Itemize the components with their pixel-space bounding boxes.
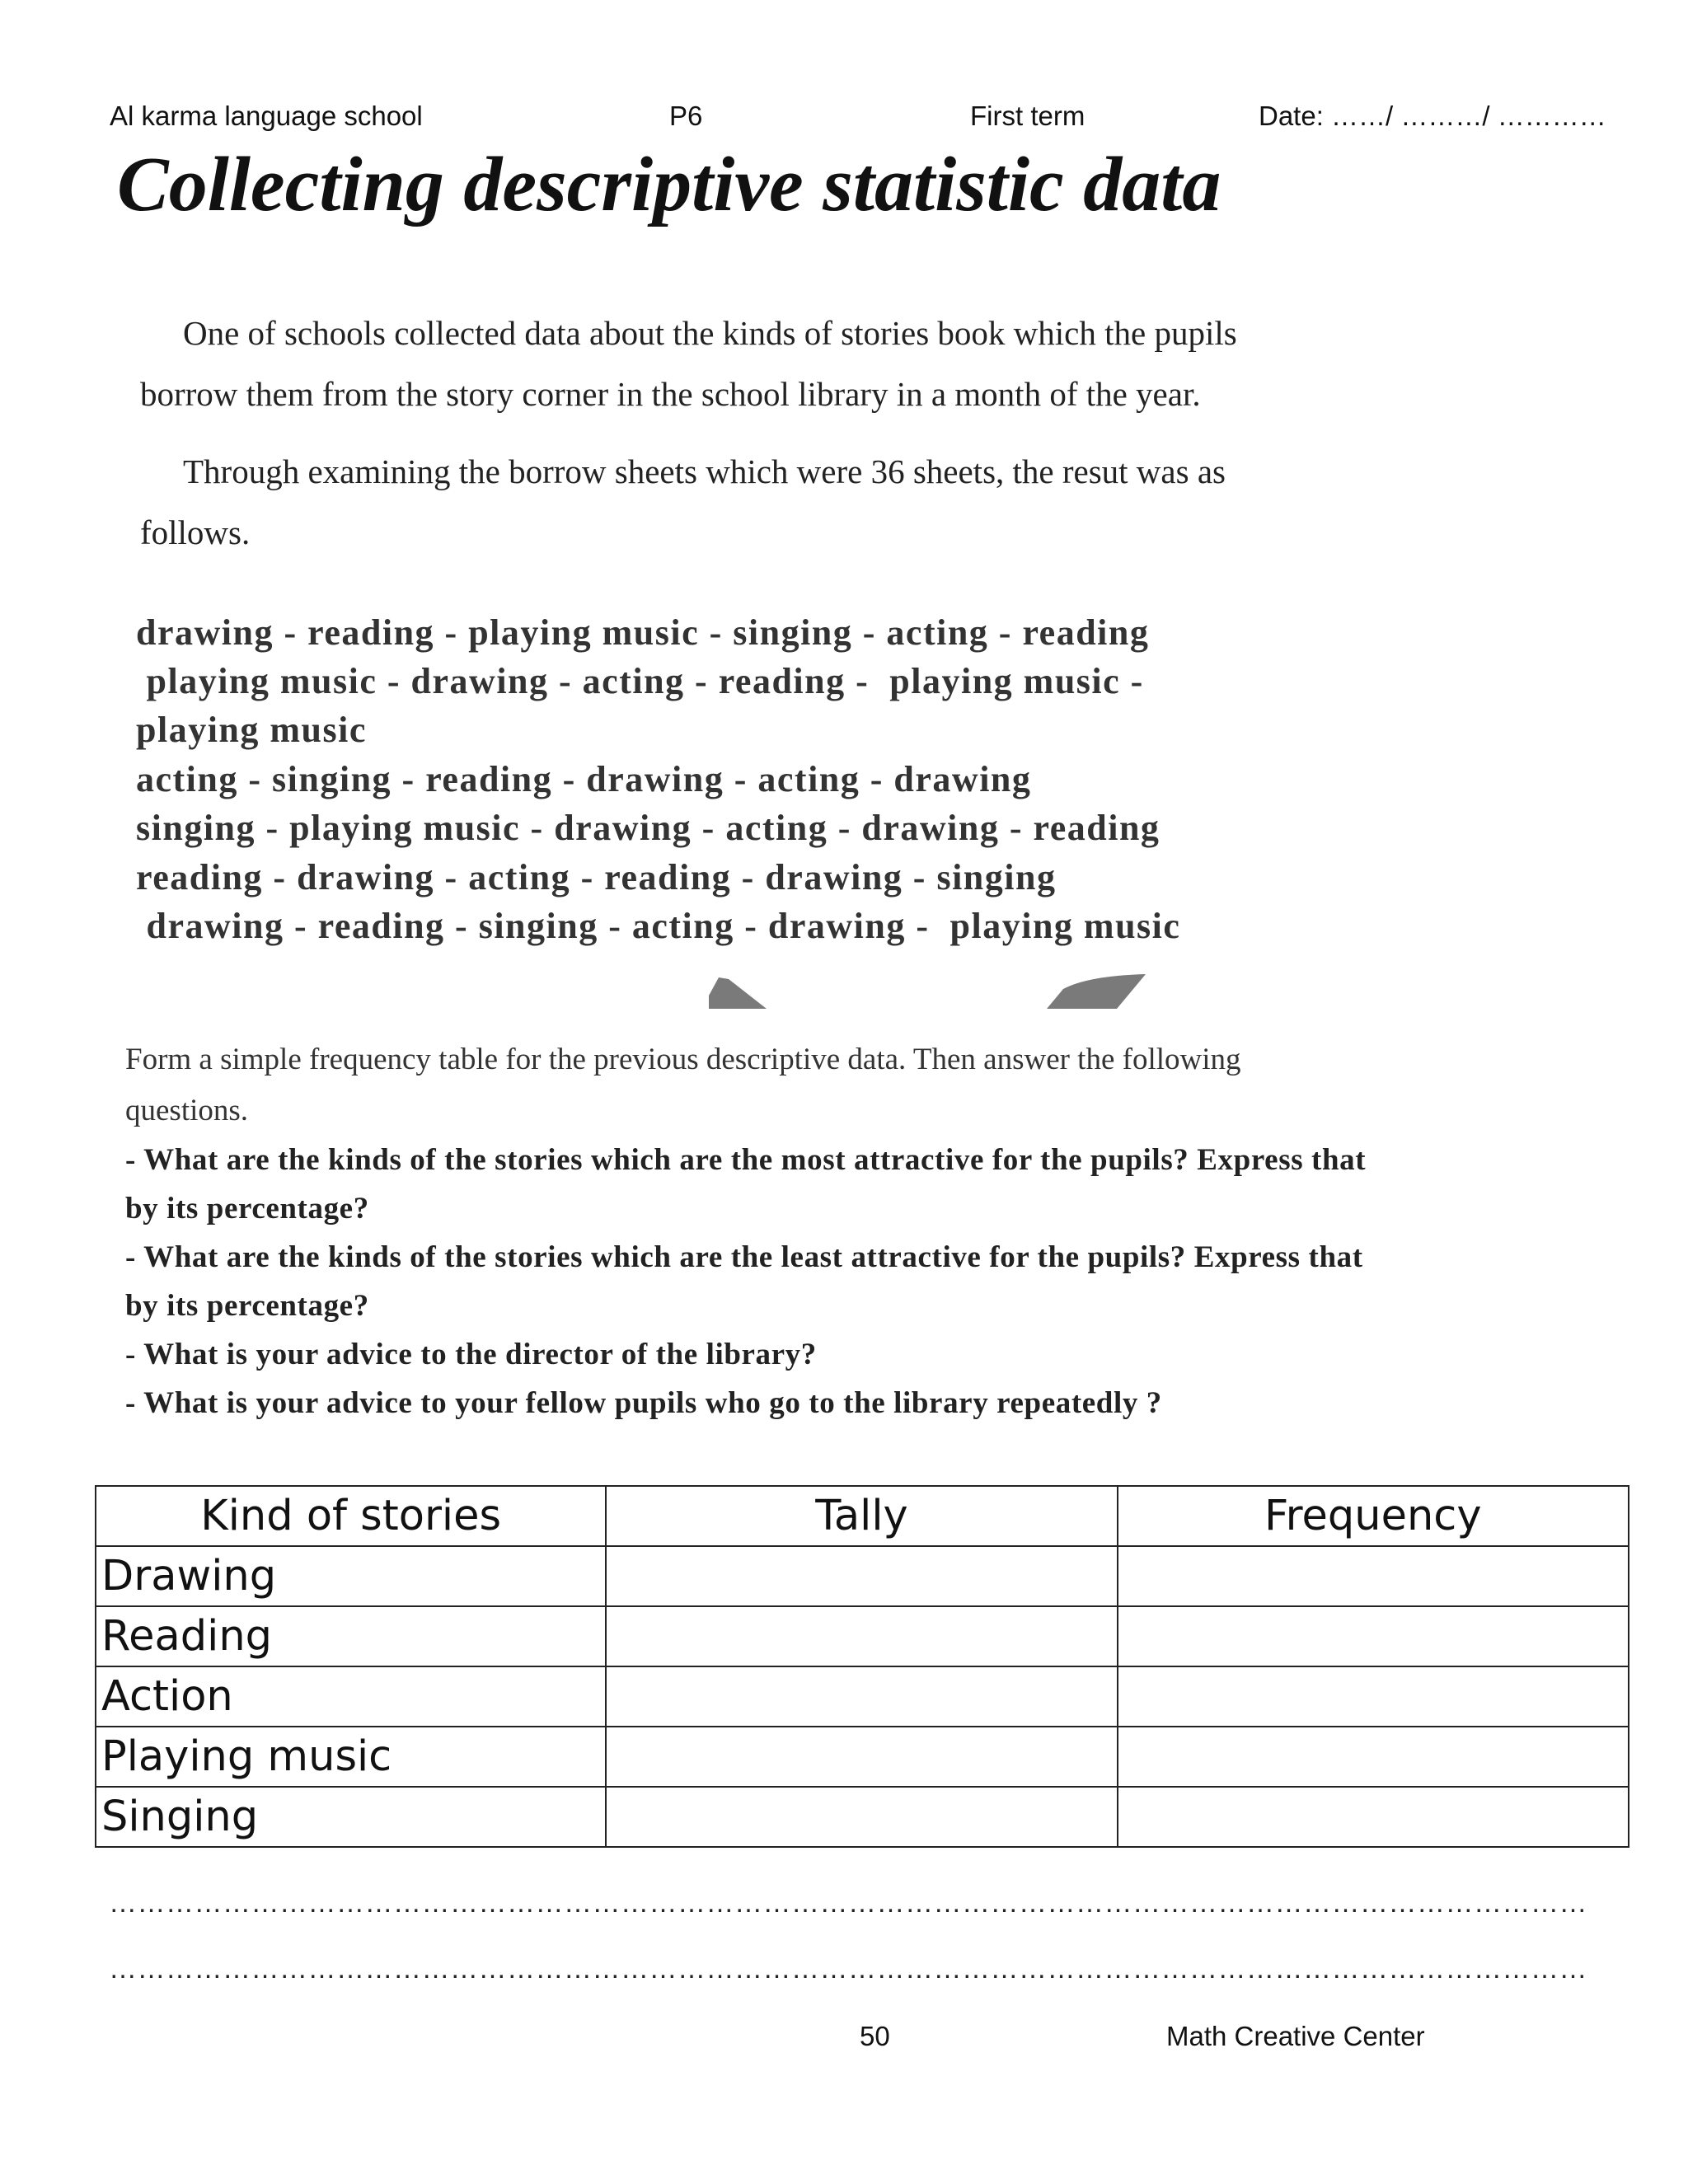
- school-name: Al karma language school: [110, 101, 423, 131]
- header-frequency: Frequency: [1118, 1486, 1629, 1546]
- frequency-cell[interactable]: [1118, 1666, 1629, 1727]
- frequency-cell[interactable]: [1118, 1727, 1629, 1787]
- frequency-cell[interactable]: [1118, 1606, 1629, 1666]
- decorative-shapes: [701, 971, 1154, 1012]
- table-header-row: [96, 1486, 1629, 1546]
- right-swoosh-shape: [1047, 974, 1146, 1009]
- question-1-cont: by its percentage?: [125, 1192, 369, 1226]
- frequency-cell[interactable]: [1118, 1546, 1629, 1606]
- date-field: Date: ……/ ………/ …………: [1259, 101, 1606, 131]
- row-label-singing: Singing: [96, 1787, 606, 1847]
- header-tally: Tally: [606, 1486, 1117, 1546]
- instruction-line-2: questions.: [125, 1094, 249, 1127]
- row-label-action: Action: [96, 1666, 606, 1727]
- table-row: [96, 1666, 1629, 1727]
- row-label-drawing: Drawing: [96, 1546, 606, 1606]
- data-line: reading - drawing - acting - reading - drawing - singing: [136, 857, 1057, 898]
- data-line: playing music - drawing - acting - reading - playing music -: [136, 661, 1144, 701]
- tally-cell[interactable]: [606, 1787, 1117, 1847]
- question-4: - What is your advice to your fellow pupils who go to the library repeatedly ?: [125, 1386, 1162, 1420]
- tally-cell[interactable]: [606, 1546, 1117, 1606]
- data-line: playing music: [136, 710, 367, 750]
- row-label-playing-music: Playing music: [96, 1727, 606, 1787]
- data-line: drawing - reading - singing - acting - drawing - playing music: [136, 906, 1181, 946]
- tally-cell[interactable]: [606, 1666, 1117, 1727]
- table-row: [96, 1546, 1629, 1606]
- answer-line-2[interactable]: …………………………………………………………………………………………………………………………………………: [109, 1953, 1587, 1985]
- tally-cell[interactable]: [606, 1727, 1117, 1787]
- intro-line-2: borrow them from the story corner in the school library in a month of the year.: [140, 375, 1201, 413]
- question-1: - What are the kinds of the stories which are the most attractive for the pupils? Express that: [125, 1143, 1367, 1177]
- intro-line-3: Through examining the borrow sheets which were 36 sheets, the resut was as: [183, 452, 1226, 490]
- intro-line-1: One of schools collected data about the kinds of stories book which the pupils: [183, 314, 1237, 352]
- data-line: singing - playing music - drawing - acting - drawing - reading: [136, 808, 1160, 848]
- tally-cell[interactable]: [606, 1606, 1117, 1666]
- data-line: drawing - reading - playing music - singing - acting - reading: [136, 612, 1150, 653]
- page-number: 50: [860, 2021, 890, 2051]
- footer-center-name: Math Creative Center: [1166, 2021, 1425, 2051]
- frequency-table: [95, 1485, 1629, 1848]
- frequency-cell[interactable]: [1118, 1787, 1629, 1847]
- page-title: Collecting descriptive statistic data: [117, 142, 1221, 227]
- grade-label: P6: [669, 101, 703, 131]
- question-3: - What is your advice to the director of the library?: [125, 1338, 817, 1371]
- question-2: - What are the kinds of the stories which are the least attractive for the pupils? Express that: [125, 1240, 1363, 1274]
- table-row: [96, 1606, 1629, 1666]
- left-swoosh-shape: [709, 977, 767, 1009]
- intro-line-4: follows.: [140, 513, 251, 551]
- table-row: [96, 1727, 1629, 1787]
- term-label: First term: [970, 101, 1085, 131]
- answer-line-1[interactable]: …………………………………………………………………………………………………………………………………………: [109, 1887, 1587, 1919]
- header-kind-of-stories: Kind of stories: [96, 1486, 606, 1546]
- data-line: acting - singing - reading - drawing - acting - drawing: [136, 759, 1032, 799]
- row-label-reading: Reading: [96, 1606, 606, 1666]
- question-2-cont: by its percentage?: [125, 1289, 369, 1323]
- instruction-line-1: Form a simple frequency table for the previous descriptive data. Then answer the following: [125, 1043, 1241, 1076]
- table-row: [96, 1787, 1629, 1847]
